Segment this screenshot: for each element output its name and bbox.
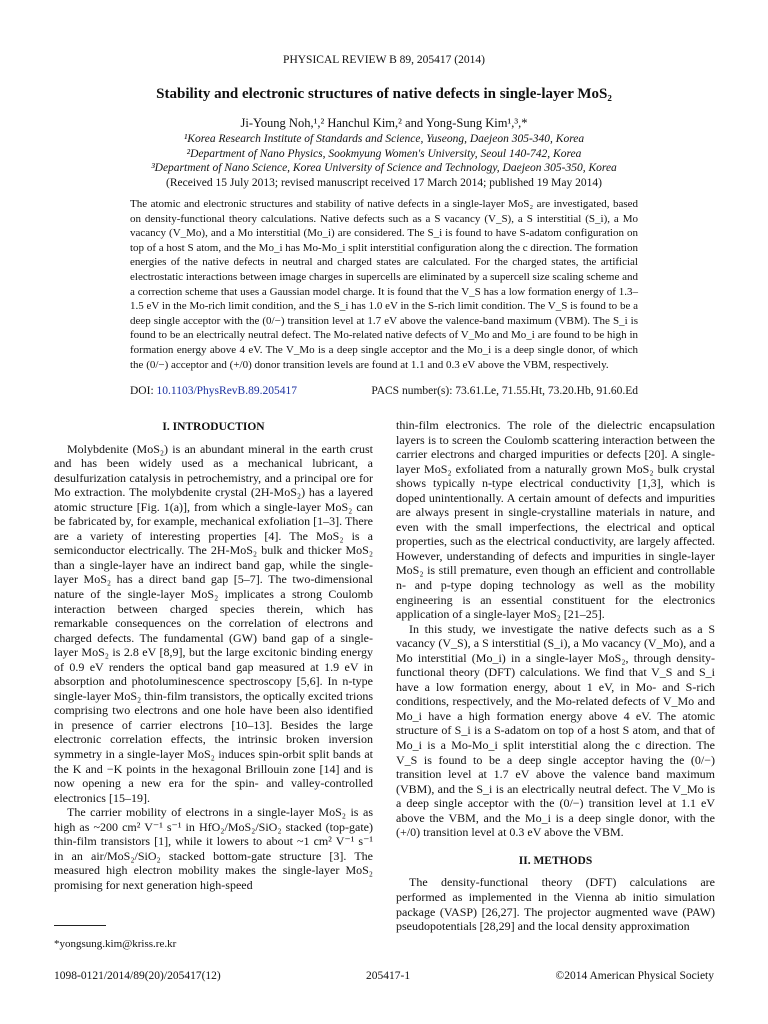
footnote-divider [54,925,106,926]
section-heading-introduction: I. INTRODUCTION [162,421,265,433]
footer-issn: 1098-0121/2014/89(20)/205417(12) [54,970,221,982]
abstract: The atomic and electronic structures and stability of native defects in a single-layer MoS₂ are investigated, based on density-functional theory calculations. Native defects such as a S vacancy (V_S), a S interstitial (S_i), a Mo vacancy (V_Mo), and a Mo interstitial (Mo_i) are considered. The S_i is found to have S-adatom configuration on top of a host S atom, and the Mo_i has Mo-Mo_i split interstitial configuration along the c direction. The formation energies of the native defects in neutral and charged states are calculated. For the charged states, the artificial electrostatic interactions between image charges in supercells are eliminated by a supercell size scaling scheme and a correction scheme that uses a Gaussian model charge. It is found that the V_S has a low formation energy of 1.3–1.5 eV in the Mo-rich limit condition, and the S_i has 1.0 eV in the S-rich limit condition. The V_S is found to be a deep single acceptor with the (0/−) transition level at 1.7 eV above the valence-band maximum (VBM). The S_i is found to be an electrically neutral defect. The Mo-related native defects of V_Mo and Mo_i are found to be high in formation energy above 4 eV. The V_Mo is a deep single acceptor and the Mo_i is a deep single donor, of which the (0/−) acceptor and (+/0) donor transition levels are found at 1.1 and 0.3 eV above the VBM, respectively. [130,198,638,371]
doi-label: DOI: [130,385,154,397]
footer-copyright: ©2014 American Physical Society [555,970,714,982]
journal-header: PHYSICAL REVIEW B 89, 205417 (2014) [283,54,485,66]
paper-title: Stability and electronic structures of native defects in single-layer MoS₂ [156,86,612,102]
affiliation-1: ¹Korea Research Institute of Standards and Science, Yuseong, Daejeon 305-340, Korea [183,133,585,145]
pacs-numbers: PACS number(s): 73.61.Le, 71.55.Ht, 73.20.Hb, 91.60.Ed [371,385,638,397]
left-column [54,420,373,893]
right-column [396,418,715,934]
paragraph: thin-film electronics. The role of the dielectric encapsulation layers is to screen the Coulomb scattering interaction between the carrier electrons and charged impurities or defects [20]. A single-layer MoS₂ exfoliated from a naturally grown MoS₂ bulk crystal shows typically n-type electrical conductivity [1,3], which is doped unintentionally. A certain amount of defects and impurities are always present in single-crystalline materials in nature, and even with the small imperfections, the electrical and optical properties, such as the electrical conductivity, are largely affected. However, understanding of defects and impurities in single-layer MoS₂ is still premature, even though an efficient and controllable n- and p-type doping technology as well as the mobility engineering is an essential constituent for the electronics application of a single-layer MoS₂ [21–25]. [396,418,715,622]
paragraph: The carrier mobility of electrons in a single-layer MoS₂ is as high as ~200 cm² V⁻¹ s⁻¹ in HfO₂/MoS₂/SiO₂ stacked (top-gate) thin-film transistors [1], while it lowers to about ~1 cm² V⁻¹ s⁻¹ in an air/MoS₂/SiO₂ stacked bottom-gate structure [3]. The measured high electron mobility makes the single-layer MoS₂ promising for next generation high-speed [54,805,373,892]
paragraph: Molybdenite (MoS₂) is an abundant mineral in the earth crust and has been widely used as a mechanical lubricant, a desulfurization catalysis in petrochemistry, and a principal ore for Mo extraction. The molybdenite crystal (2H-MoS₂) has a layered atomic structure [Fig. 1(a)], from which a single-layer MoS₂ can be fabricated by, for example, mechanical exfoliation [1–3]. There are a variety of interesting properties [4]. The MoS₂ is a semiconductor electrically. The 2H-MoS₂ bulk and thicker MoS₂ than a single-layer have an indirect band gap, while the single-layer MoS₂ has a direct band gap [5–7]. The two-dimensional nature of the single-layer MoS₂ implicates a strong Coulomb interaction between charged species therein, which has remarkable consequences on the correlation of electrons and charged defects. The fundamental (GW) band gap of a single-layer MoS₂ is 2.8 eV [8,9], but the large excitonic binding energy of 0.9 eV renders the optical band gap measured at 1.9 eV in absorption and photoluminescence spectroscopy [5,6]. In n-type single-layer MoS₂ thin-film transistors, the optically excited trions comprising two electrons and one hole have been also identified in presence of carrier electrons [10–13]. Besides the large electronic correlation effects, the intrinsic broken inversion symmetry in a single-layer MoS₂ induces spin-orbit split bands at the K and −K points in the hexagonal Brillouin zone [14] and is now opening a new era for the spin- and valley-controlled electronics [15–19]. [54,441,373,805]
footer-page-number: 205417-1 [366,970,411,982]
doi-row [130,385,638,397]
author-list: Ji-Young Noh,¹,² Hanchul Kim,² and Yong-Sung Kim¹,³,* [240,116,528,130]
received-dates: (Received 15 July 2013; revised manuscript received 17 March 2014; published 19 May 2014) [166,177,602,189]
affiliation-3: ³Department of Nano Science, Korea University of Science and Technology, Daejeon 305-350, Korea [151,162,617,174]
doi-link[interactable]: 10.1103/PhysRevB.89.205417 [156,385,297,397]
paragraph: In this study, we investigate the native defects such as a S vacancy (V_S), a S interstitial (S_i), a Mo vacancy (V_Mo), and a Mo interstitial (Mo_i) in a single-layer MoS₂, through density-functional theory (DFT) calculations. We find that V_S and S_i have a low formation energy, about 1 eV, in Mo- and S-rich conditions, respectively, and the Mo-related defects of V_Mo and Mo_i have a high formation energy above 4 eV. The atomic structure of S_i is a S-adatom on top of a host S atom, and that of Mo_i is a Mo-Mo_i split interstitial along the c direction. The V_S is found to be a deep single acceptor having the (0/−) transition level at 1.7 eV above the valence band maximum (VBM), and the S_i is an electrically neutral defect. The V_Mo is a deep single acceptor with the (0/−) transition level at 1.1 eV above the VBM, and the Mo_i is a deep single donor, with the (+/0) transition level at 0.3 eV above the VBM. [396,621,715,840]
paragraph: The density-functional theory (DFT) calculations are performed as implemented in the Vienna ab initio simulation package (VASP) [26,27]. The projector augmented wave (PAW) pseudopotentials [28,29] and the local density approximation [396,875,715,934]
page-footer [54,970,714,982]
footnote-email: *yongsung.kim@kriss.re.kr [54,938,177,950]
section-heading-methods: II. METHODS [518,854,593,867]
affiliation-2: ²Department of Nano Physics, Sookmyung Women's University, Seoul 140-742, Korea [186,148,582,160]
